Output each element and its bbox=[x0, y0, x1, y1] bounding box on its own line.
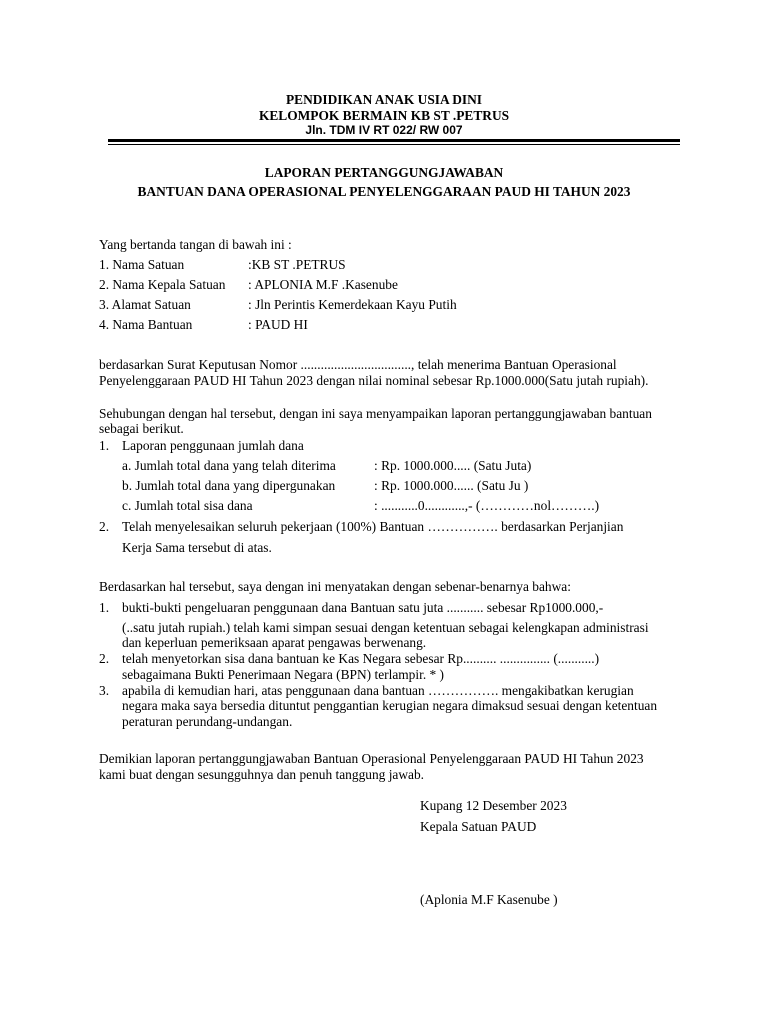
statement-item2-line2: sebagaimana Bukti Penerimaan Negara (BPN) terlampir. * ) bbox=[122, 667, 445, 682]
header-line2: KELOMPOK BERMAIN KB ST .PETRUS bbox=[258, 108, 510, 123]
report-item2-line2: Kerja Sama tersebut di atas. bbox=[122, 540, 272, 555]
signature-name: (Aplonia M.F Kasenube ) bbox=[420, 892, 558, 907]
subitem-label: a. Jumlah total dana yang telah diterima bbox=[122, 458, 336, 473]
intro-text: Yang bertanda tangan di bawah ini : bbox=[99, 237, 292, 252]
subitem-value: : Rp. 1000.000...... (Satu Ju ) bbox=[374, 478, 529, 493]
signature-role: Kepala Satuan PAUD bbox=[420, 819, 537, 834]
identity-value: : Jln Perintis Kemerdekaan Kayu Putih bbox=[248, 297, 457, 312]
report-line2: sebagai berikut. bbox=[99, 421, 184, 436]
identity-label: 3. Alamat Satuan bbox=[99, 297, 191, 312]
letterhead-rule-thick bbox=[108, 139, 680, 142]
identity-label: 1. Nama Satuan bbox=[99, 257, 185, 272]
report-item2-number: 2. bbox=[99, 519, 110, 534]
subitem-label: b. Jumlah total dana yang dipergunakan bbox=[122, 478, 336, 493]
statement-item1-number: 1. bbox=[99, 600, 110, 615]
basis-line2: Penyelenggaraan PAUD HI Tahun 2023 dengan nilai nominal sebesar Rp.1000.000(Satu jutah rupiah). bbox=[99, 373, 649, 388]
statement-item2-number: 2. bbox=[99, 651, 110, 666]
identity-label: 4. Nama Bantuan bbox=[99, 317, 193, 332]
signature-place-date: Kupang 12 Desember 2023 bbox=[420, 798, 567, 813]
identity-value: : APLONIA M.F .Kasenube bbox=[248, 277, 398, 292]
letterhead-rule-thin bbox=[108, 144, 680, 145]
statement-item3-line1: apabila di kemudian hari, atas penggunaan dana bantuan ……………. mengakibatkan kerugian bbox=[122, 683, 634, 698]
basis-line1: berdasarkan Surat Keputusan Nomor ................................., telah menerima Bantuan Operasional bbox=[99, 357, 617, 372]
header-address: Jln. TDM IV RT 022/ RW 007 bbox=[305, 123, 463, 137]
report-line1: Sehubungan dengan hal tersebut, dengan ini saya menyampaikan laporan pertanggungjawaban bantuan bbox=[99, 406, 652, 421]
subitem-label: c. Jumlah total sisa dana bbox=[122, 498, 253, 513]
statement-item1-line1: bukti-bukti pengeluaran penggunaan dana Bantuan satu juta ........... sebesar Rp1000.000,- bbox=[122, 600, 604, 615]
statement-item3-line3: peraturan perundang-undangan. bbox=[122, 714, 293, 729]
title-line2: BANTUAN DANA OPERASIONAL PENYELENGGARAAN PAUD HI TAHUN 2023 bbox=[137, 184, 631, 199]
statement-item1-line2: (..satu jutah rupiah.) telah kami simpan sesuai dengan ketentuan sebagai kelengkapan administrasi bbox=[122, 620, 649, 635]
subitem-value: : ...........0............,- (…………nol……….) bbox=[374, 498, 600, 513]
statement-intro: Berdasarkan hal tersebut, saya dengan ini menyatakan dengan sebenar-benarnya bahwa: bbox=[99, 579, 571, 594]
closing-line2: kami buat dengan sesungguhnya dan penuh tanggung jawab. bbox=[99, 767, 425, 782]
identity-value: :KB ST .PETRUS bbox=[248, 257, 346, 272]
report-item1-number: 1. bbox=[99, 438, 110, 453]
statement-item3-line2: negara maka saya bersedia dituntut penggantian kerugian negara dimaksud sesuai dengan ketentuan bbox=[122, 698, 658, 713]
report-item2-line1: Telah menyelesaikan seluruh pekerjaan (100%) Bantuan ……………. berdasarkan Perjanjian bbox=[122, 519, 624, 534]
subitem-value: : Rp. 1000.000..... (Satu Juta) bbox=[374, 458, 532, 473]
identity-value: : PAUD HI bbox=[248, 317, 308, 332]
statement-item1-line3: dan keperluan pemeriksaan aparat pengawas berwenang. bbox=[122, 635, 427, 650]
header-line1: PENDIDIKAN ANAK USIA DINI bbox=[285, 92, 483, 107]
statement-item3-number: 3. bbox=[99, 683, 110, 698]
statement-item2-line1: telah menyetorkan sisa dana bantuan ke Kas Negara sebesar Rp.......... ............... (...........) bbox=[122, 651, 600, 666]
report-item1-text: Laporan penggunaan jumlah dana bbox=[122, 438, 304, 453]
closing-line1: Demikian laporan pertanggungjawaban Bantuan Operasional Penyelenggaraan PAUD HI Tahun 2023 bbox=[99, 751, 644, 766]
title-line1: LAPORAN PERTANGGUNGJAWABAN bbox=[264, 165, 504, 180]
identity-label: 2. Nama Kepala Satuan bbox=[99, 277, 226, 292]
